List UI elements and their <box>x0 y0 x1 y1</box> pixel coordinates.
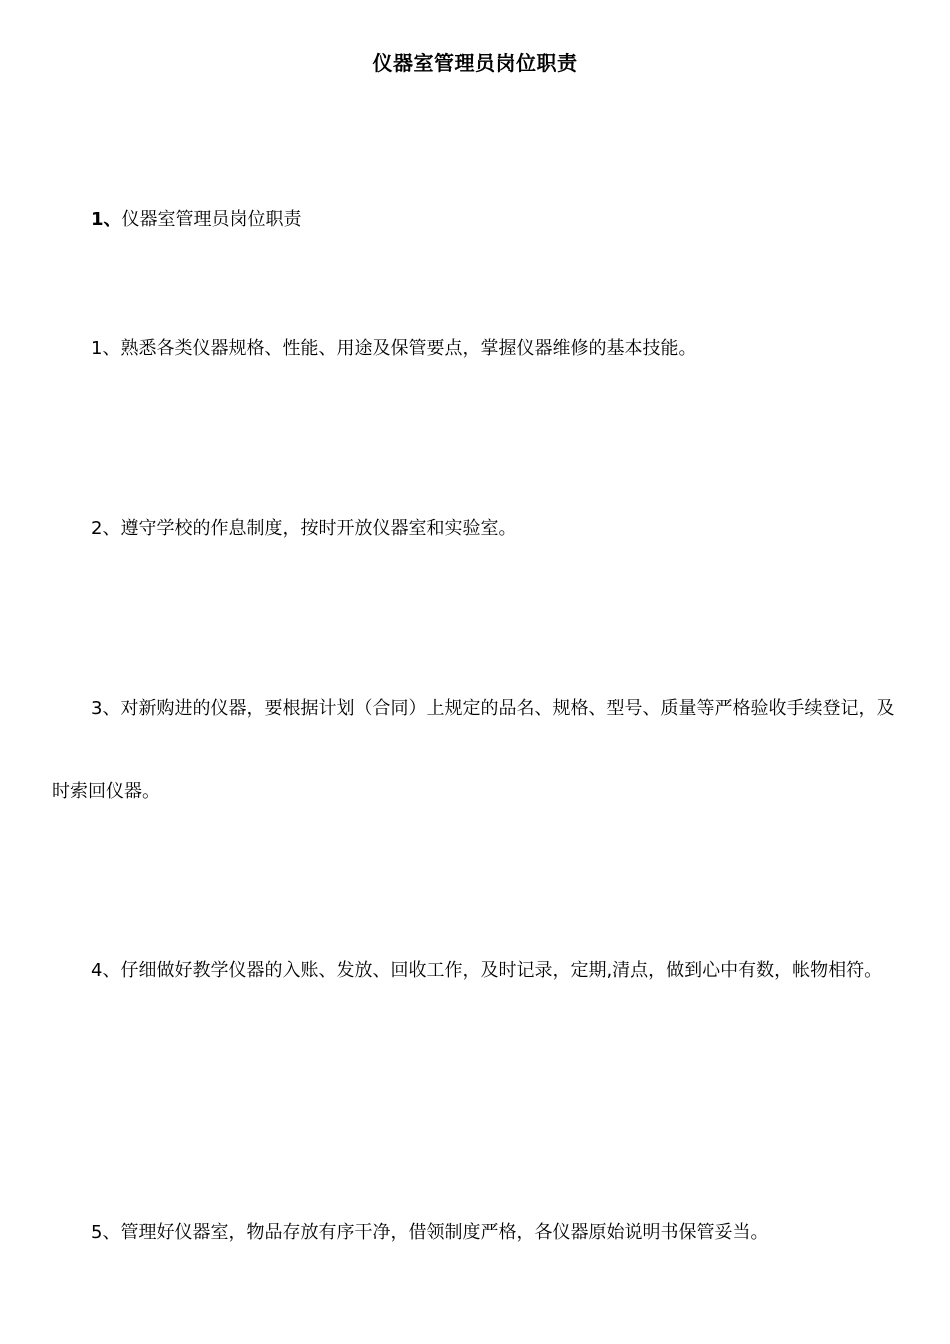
duty-paragraph-4: 4、仔细做好教学仪器的入账、发放、回收工作，及时记录，定期,清点，做到心中有数，帐物相符。 <box>91 960 883 981</box>
duty-paragraph-3: 3、对新购进的仪器，要根据计划（合同）上规定的品名、规格、型号、质量等严格验收手续登记，及时索回仪器。 <box>52 698 895 802</box>
duty-paragraph-5: 5、管理好仪器室，物品存放有序干净，借领制度严格，各仪器原始说明书保管妥当。 <box>91 1222 769 1243</box>
section-number: 1、 <box>91 209 122 230</box>
document-title: 仪器室管理员岗位职责 <box>372 51 578 75</box>
section-heading <box>91 205 302 235</box>
section-heading-text: 仪器室管理员岗位职责 <box>121 209 302 230</box>
duty-paragraph-1: 1、熟悉各类仪器规格、性能、用途及保管要点，掌握仪器维修的基本技能。 <box>91 338 697 359</box>
duty-paragraph-2: 2、遵守学校的作息制度，按时开放仪器室和实验室。 <box>91 518 517 539</box>
